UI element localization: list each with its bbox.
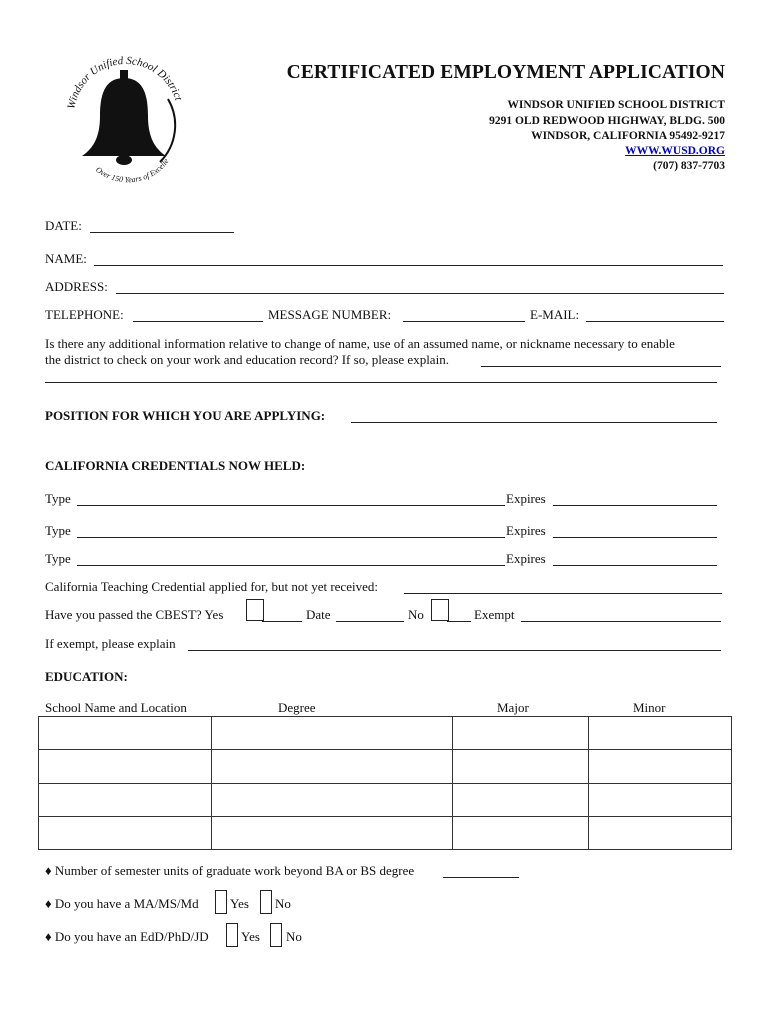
credential-type-field[interactable]	[77, 537, 505, 538]
school-cell[interactable]	[39, 717, 212, 750]
cbest-no-label: No	[408, 607, 424, 622]
telephone-field[interactable]	[133, 321, 263, 322]
edd-no-label: No	[286, 929, 302, 944]
cbest-yes-checkbox[interactable]	[246, 599, 264, 621]
district-phone: (707) 837-7703	[653, 160, 725, 172]
cbest-exempt-label: Exempt	[474, 607, 515, 622]
credential-expires-label: Expires	[506, 491, 546, 506]
table-row	[39, 717, 732, 750]
logo-arc-top-text: Windsor Unified School District	[65, 54, 185, 111]
education-heading: EDUCATION:	[45, 669, 128, 684]
credential-applied-label: California Teaching Credential applied for, but not yet received:	[45, 579, 378, 594]
cbest-date-label: Date	[306, 607, 331, 622]
education-col-major: Major	[497, 700, 529, 715]
degree-cell[interactable]	[211, 717, 453, 750]
telephone-label: TELEPHONE:	[45, 307, 124, 322]
major-cell[interactable]	[453, 750, 589, 783]
education-table	[38, 716, 732, 850]
school-cell[interactable]	[39, 750, 212, 783]
credential-expires-field[interactable]	[553, 565, 717, 566]
credential-expires-field[interactable]	[553, 505, 717, 506]
ma-no-label: No	[275, 896, 291, 911]
address-field[interactable]	[116, 293, 724, 294]
graduate-units-question: ♦ Number of semester units of graduate work beyond BA or BS degree	[45, 863, 415, 878]
cbest-date-field[interactable]	[336, 621, 404, 622]
ma-yes-checkbox[interactable]	[215, 890, 227, 914]
degree-cell[interactable]	[211, 783, 453, 816]
cbest-question: Have you passed the CBEST? Yes	[45, 607, 224, 622]
ma-no-checkbox[interactable]	[260, 890, 272, 914]
credential-expires-field[interactable]	[553, 537, 717, 538]
edd-no-checkbox[interactable]	[270, 923, 282, 947]
message-number-field[interactable]	[403, 321, 525, 322]
credential-type-field[interactable]	[77, 565, 505, 566]
minor-cell[interactable]	[589, 750, 732, 783]
credential-type-label: Type	[45, 523, 71, 538]
edd-yes-label: Yes	[241, 929, 260, 944]
cbest-no-checkbox[interactable]	[431, 599, 449, 621]
date-field[interactable]	[90, 232, 234, 233]
credential-type-field[interactable]	[77, 505, 505, 506]
exempt-explain-field[interactable]	[188, 650, 721, 651]
position-field[interactable]	[351, 422, 717, 423]
credential-applied-field[interactable]	[404, 593, 722, 594]
minor-cell[interactable]	[589, 783, 732, 816]
cbest-no-line	[447, 621, 471, 622]
additional-info-question-line1: Is there any additional information relative to change of name, use of an assumed name, or nickname necessary to enable	[45, 336, 675, 351]
edd-question: ♦ Do you have an EdD/PhD/JD	[45, 929, 209, 944]
table-row	[39, 783, 732, 816]
minor-cell[interactable]	[589, 717, 732, 750]
additional-info-question-line2: the district to check on your work and education record? If so, please explain.	[45, 352, 449, 367]
credential-type-label: Type	[45, 551, 71, 566]
address-label: ADDRESS:	[45, 279, 108, 294]
additional-info-field-1[interactable]	[481, 366, 721, 367]
education-col-minor: Minor	[633, 700, 666, 715]
logo-arc-bottom-text: Over 150 Years of Excelle	[94, 156, 171, 185]
district-logo	[60, 44, 190, 194]
major-cell[interactable]	[453, 717, 589, 750]
email-field[interactable]	[586, 321, 724, 322]
credential-type-label: Type	[45, 491, 71, 506]
email-label: E-MAIL:	[530, 307, 580, 322]
edd-yes-checkbox[interactable]	[226, 923, 238, 947]
school-cell[interactable]	[39, 783, 212, 816]
district-city: WINDSOR, CALIFORNIA 95492-9217	[531, 130, 725, 142]
table-row	[39, 750, 732, 783]
additional-info-field-2[interactable]	[45, 382, 717, 383]
minor-cell[interactable]	[589, 816, 732, 849]
page-title: CERTIFICATED EMPLOYMENT APPLICATION	[286, 62, 725, 83]
table-row	[39, 816, 732, 849]
degree-cell[interactable]	[211, 750, 453, 783]
ma-question: ♦ Do you have a MA/MS/Md	[45, 896, 199, 911]
major-cell[interactable]	[453, 816, 589, 849]
ma-yes-label: Yes	[230, 896, 249, 911]
message-number-label: MESSAGE NUMBER:	[268, 307, 392, 322]
district-name: WINDSOR UNIFIED SCHOOL DISTRICT	[507, 99, 725, 111]
credential-expires-label: Expires	[506, 523, 546, 538]
major-cell[interactable]	[453, 783, 589, 816]
position-label: POSITION FOR WHICH YOU ARE APPLYING:	[45, 408, 326, 423]
graduate-units-field[interactable]	[443, 877, 519, 878]
district-website-link[interactable]: WWW.WUSD.ORG	[625, 145, 725, 157]
district-street: 9291 OLD REDWOOD HIGHWAY, BLDG. 500	[489, 115, 725, 127]
education-col-degree: Degree	[278, 700, 316, 715]
bell-icon	[60, 44, 190, 194]
cbest-exempt-field[interactable]	[521, 621, 721, 622]
degree-cell[interactable]	[211, 816, 453, 849]
education-col-school: School Name and Location	[45, 700, 187, 715]
date-label: DATE:	[45, 218, 82, 233]
cbest-yes-line	[262, 621, 302, 622]
name-label: NAME:	[45, 251, 87, 266]
credential-expires-label: Expires	[506, 551, 546, 566]
school-cell[interactable]	[39, 816, 212, 849]
exempt-explain-label: If exempt, please explain	[45, 636, 176, 651]
credentials-heading: CALIFORNIA CREDENTIALS NOW HELD:	[45, 458, 306, 473]
name-field[interactable]	[94, 265, 723, 266]
